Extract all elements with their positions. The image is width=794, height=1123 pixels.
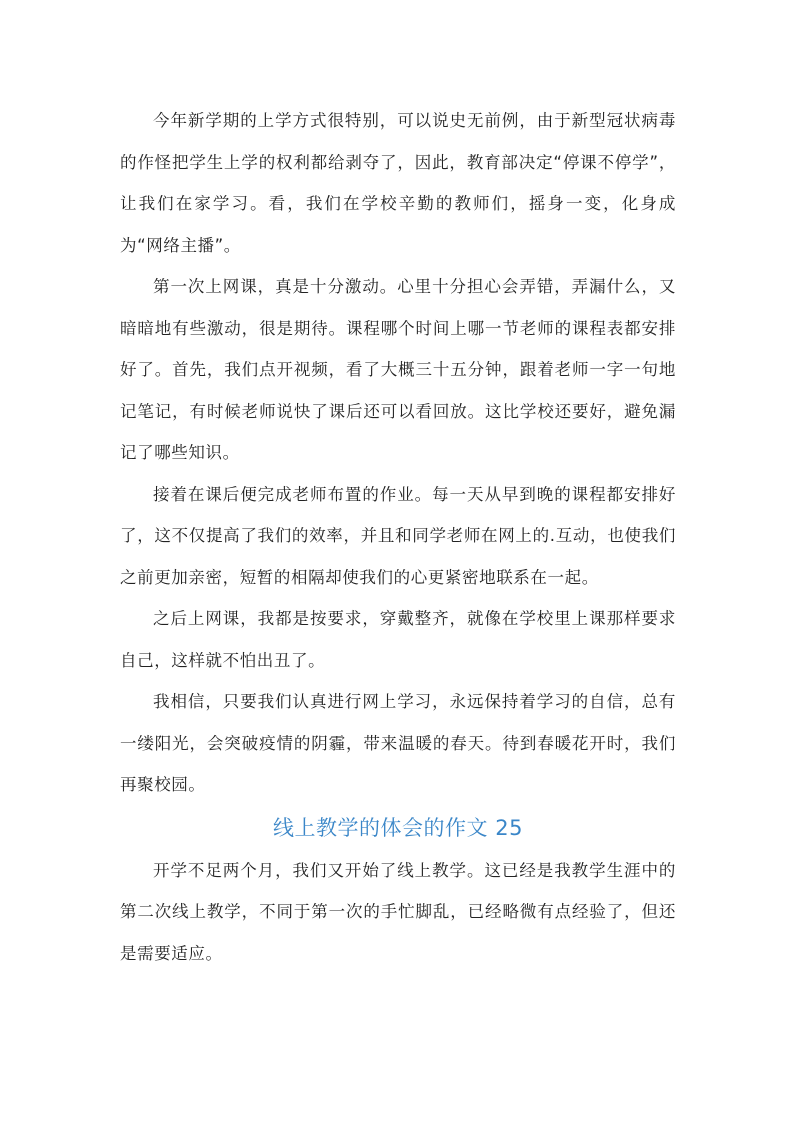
paragraph-3: 接着在课后便完成老师布置的作业。每一天从早到晚的课程都安排好了，这不仅提高了我们的效率，并且和同学老师在网上的.互动，也使我们之前更加亲密，短暂的相隔却使我们的心更紧密地联系在一起。: [120, 484, 676, 587]
paragraph-6: 开学不足两个月，我们又开始了线上教学。这已经是我教学生涯中的第二次线上教学，不同于第一次的手忙脚乱，已经略微有点经验了，但还是需要适应。: [120, 860, 676, 963]
paragraph-2: 第一次上网课，真是十分激动。心里十分担心会弄错，弄漏什么，又暗暗地有些激动，很是期待。课程哪个时间上哪一节老师的课程表都安排好了。首先，我们点开视频，看了大概三十五分钟，跟着老师一字一句地记笔记，有时候老师说快了课后还可以看回放。这比学校还要好，避免漏记了哪些知识。: [120, 277, 676, 462]
document-page: [120, 100, 676, 974]
paragraph-1: 今年新学期的上学方式很特别，可以说史无前例，由于新型冠状病毒的作怪把学生上学的权利都给剥夺了，因此，教育部决定“停课不停学”，让我们在家学习。看，我们在学校辛勤的教师们，摇身一变，化身成为“网络主播”。: [120, 111, 676, 255]
paragraph-4: 之后上网课，我都是按要求，穿戴整齐，就像在学校里上课那样要求自己，这样就不怕出丑了。: [120, 609, 676, 670]
paragraph-5: 我相信，只要我们认真进行网上学习，永远保持着学习的自信，总有一缕阳光，会突破疫情的阴霾，带来温暖的春天。待到春暖花开时，我们再聚校园。: [120, 692, 676, 794]
section-title: 线上教学的体会的作文 25: [273, 815, 523, 840]
